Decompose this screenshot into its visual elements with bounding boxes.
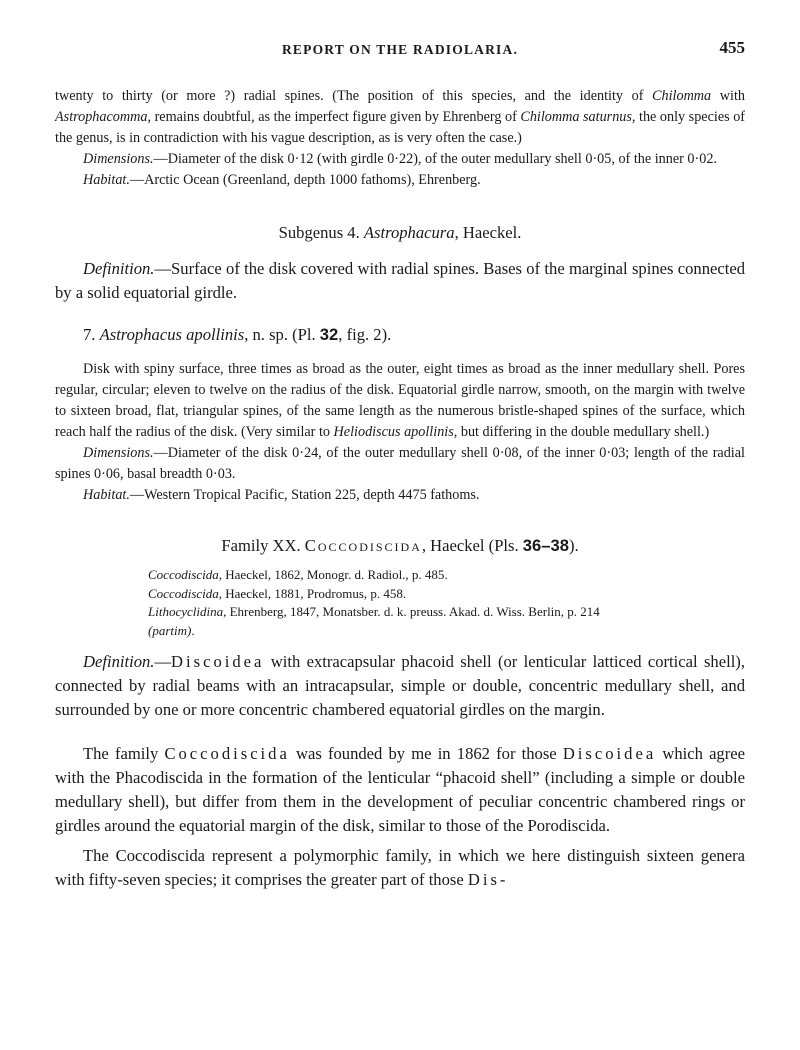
- habitat-text: —Arctic Ocean (Greenland, depth 1000 fathoms), Ehrenberg.: [129, 172, 481, 188]
- species-name: Heliodiscus apollinis: [333, 424, 454, 440]
- text-run: The Coccodiscida represent a polymorphic family, in which we here distinguish sixteen genera with fifty-seven species; it comprises the greater part of those: [55, 846, 745, 889]
- order-name-fragment: Dis-: [467, 870, 509, 889]
- synonym-name: Coccodiscida: [148, 585, 219, 601]
- text-run: The family: [83, 744, 165, 763]
- synonymy-item: [148, 585, 745, 604]
- running-title: REPORT ON THE RADIOLARIA.: [281, 42, 519, 57]
- synonymy-list: [55, 566, 745, 640]
- genus-name: Astrophacomma: [55, 109, 148, 125]
- text-run: twenty to thirty (or more ?) radial spines. (The position of this species, and the identity of: [55, 88, 653, 104]
- figure-ref: , fig. 2).: [338, 325, 392, 344]
- subgenus-suffix: , Haeckel.: [454, 223, 522, 242]
- dimensions-2: [55, 443, 745, 485]
- species-name: Chilomma saturnus: [520, 109, 632, 125]
- dimensions-text: —Diameter of the disk 0·24, of the outer medullary shell 0·08, of the inner 0·03; length of the radial spines 0·06, basal breadth 0·03.: [55, 445, 745, 482]
- subgenus-name: Astrophacura: [363, 223, 455, 242]
- body-paragraph-2: [55, 844, 745, 892]
- synonym-reference: , Haeckel, 1862, Monogr. d. Radiol., p. 485.: [218, 567, 448, 582]
- dimensions-1: [55, 149, 745, 170]
- text-run: which agree with the Phacodiscida in the formation of the lenticular “phacoid shell” (including a simple or double medullary shell), but differ from them in the development of peculiar concentric chambered rings or girdles around the equatorial margin of the disk, similar to those of the Porodiscida.: [55, 744, 745, 835]
- species-name: Astrophacus apollinis: [99, 325, 245, 344]
- text-run: with: [711, 88, 745, 104]
- habitat-label: Habitat.: [83, 172, 130, 188]
- dimensions-label: Dimensions.: [83, 151, 154, 167]
- text-run: , n. sp. (Pl.: [244, 325, 320, 344]
- subgenus-definition: [55, 257, 745, 305]
- synonymy-item: [148, 603, 745, 640]
- family-heading: [55, 534, 745, 558]
- definition-text: with extracapsular phacoid shell (or lenticular latticed cortical shell), connected by radial beams with an intracapsular, simple or double, concentric medullary shell, and surrounded by one or more concentric chambered equatorial girdles on the margin.: [55, 652, 745, 719]
- dimensions-text: —Diameter of the disk 0·12 (with girdle 0·22), of the outer medullary shell 0·05, of the inner 0·02.: [153, 151, 717, 167]
- text-run: , Haeckel (Pls.: [421, 536, 523, 555]
- species-heading: [55, 323, 745, 347]
- definition-label: Definition.: [83, 259, 155, 278]
- genus-name: Chilomma: [652, 88, 712, 104]
- plate-number: 32: [319, 325, 339, 344]
- text-run: .: [191, 622, 195, 638]
- synonymy-item: [148, 566, 745, 585]
- dimensions-label: Dimensions.: [83, 445, 154, 461]
- text-run: , remains doubtful, as the imperfect figure given by Ehrenberg of: [147, 109, 521, 125]
- definition-text: —Surface of the disk covered with radial spines. Bases of the marginal spines connected by a solid equatorial girdle.: [55, 259, 745, 302]
- family-prefix: Family XX.: [221, 536, 305, 555]
- synonym-note: (partim): [148, 622, 192, 638]
- definition-label: Definition.: [83, 652, 155, 671]
- text-run: Disk with spiny surface, three times as broad as the outer, eight times as broad as the inner medullary shell. Pores regular, circular; eleven to twelve on the radius of the disk. Equatorial girdle narrow, smooth, on the margin with twelve to sixteen broad, flat, triangular spines, of the same length as the numerous bristle-shaped spines of the surface, which reach half the radius of the disk. (Very similar to: [55, 361, 745, 440]
- text-run: ).: [568, 536, 579, 555]
- text-run: was founded by me in 1862 for those: [289, 744, 563, 763]
- plate-numbers: 36–38: [522, 536, 569, 555]
- order-name: Discoidea: [562, 744, 657, 763]
- continued-paragraph: [55, 86, 745, 149]
- family-name: Coccodiscida: [164, 744, 290, 763]
- synonym-name: Lithocyclidina: [148, 604, 224, 619]
- family-definition: [55, 650, 745, 722]
- running-head: [55, 38, 745, 72]
- habitat-label: Habitat.: [83, 487, 130, 503]
- habitat-text: —Western Tropical Pacific, Station 225, depth 4475 fathoms.: [129, 487, 480, 503]
- text-run: —: [154, 652, 172, 671]
- family-name: Coccodiscida: [304, 536, 422, 555]
- page-number: 455: [719, 38, 745, 57]
- species-number: 7.: [83, 325, 100, 344]
- order-name: Discoidea: [171, 652, 265, 671]
- species-description: [55, 359, 745, 443]
- page: [55, 0, 745, 892]
- habitat-2: [55, 485, 745, 506]
- habitat-1: [55, 170, 745, 191]
- body-paragraph-1: [55, 742, 745, 838]
- subgenus-prefix: Subgenus 4.: [278, 223, 364, 242]
- subgenus-heading: [55, 221, 745, 245]
- text-run: , the only species of the genus, is in contradiction with his vague description, as is very often the case.): [55, 109, 746, 146]
- synonym-reference: , Ehrenberg, 1847, Monatsber. d. k. preuss. Akad. d. Wiss. Berlin, p. 214: [223, 604, 600, 619]
- synonym-name: Coccodiscida: [148, 567, 219, 582]
- synonym-reference: , Haeckel, 1881, Prodromus, p. 458.: [218, 585, 407, 601]
- text-run: , but differing in the double medullary shell.): [453, 424, 710, 440]
